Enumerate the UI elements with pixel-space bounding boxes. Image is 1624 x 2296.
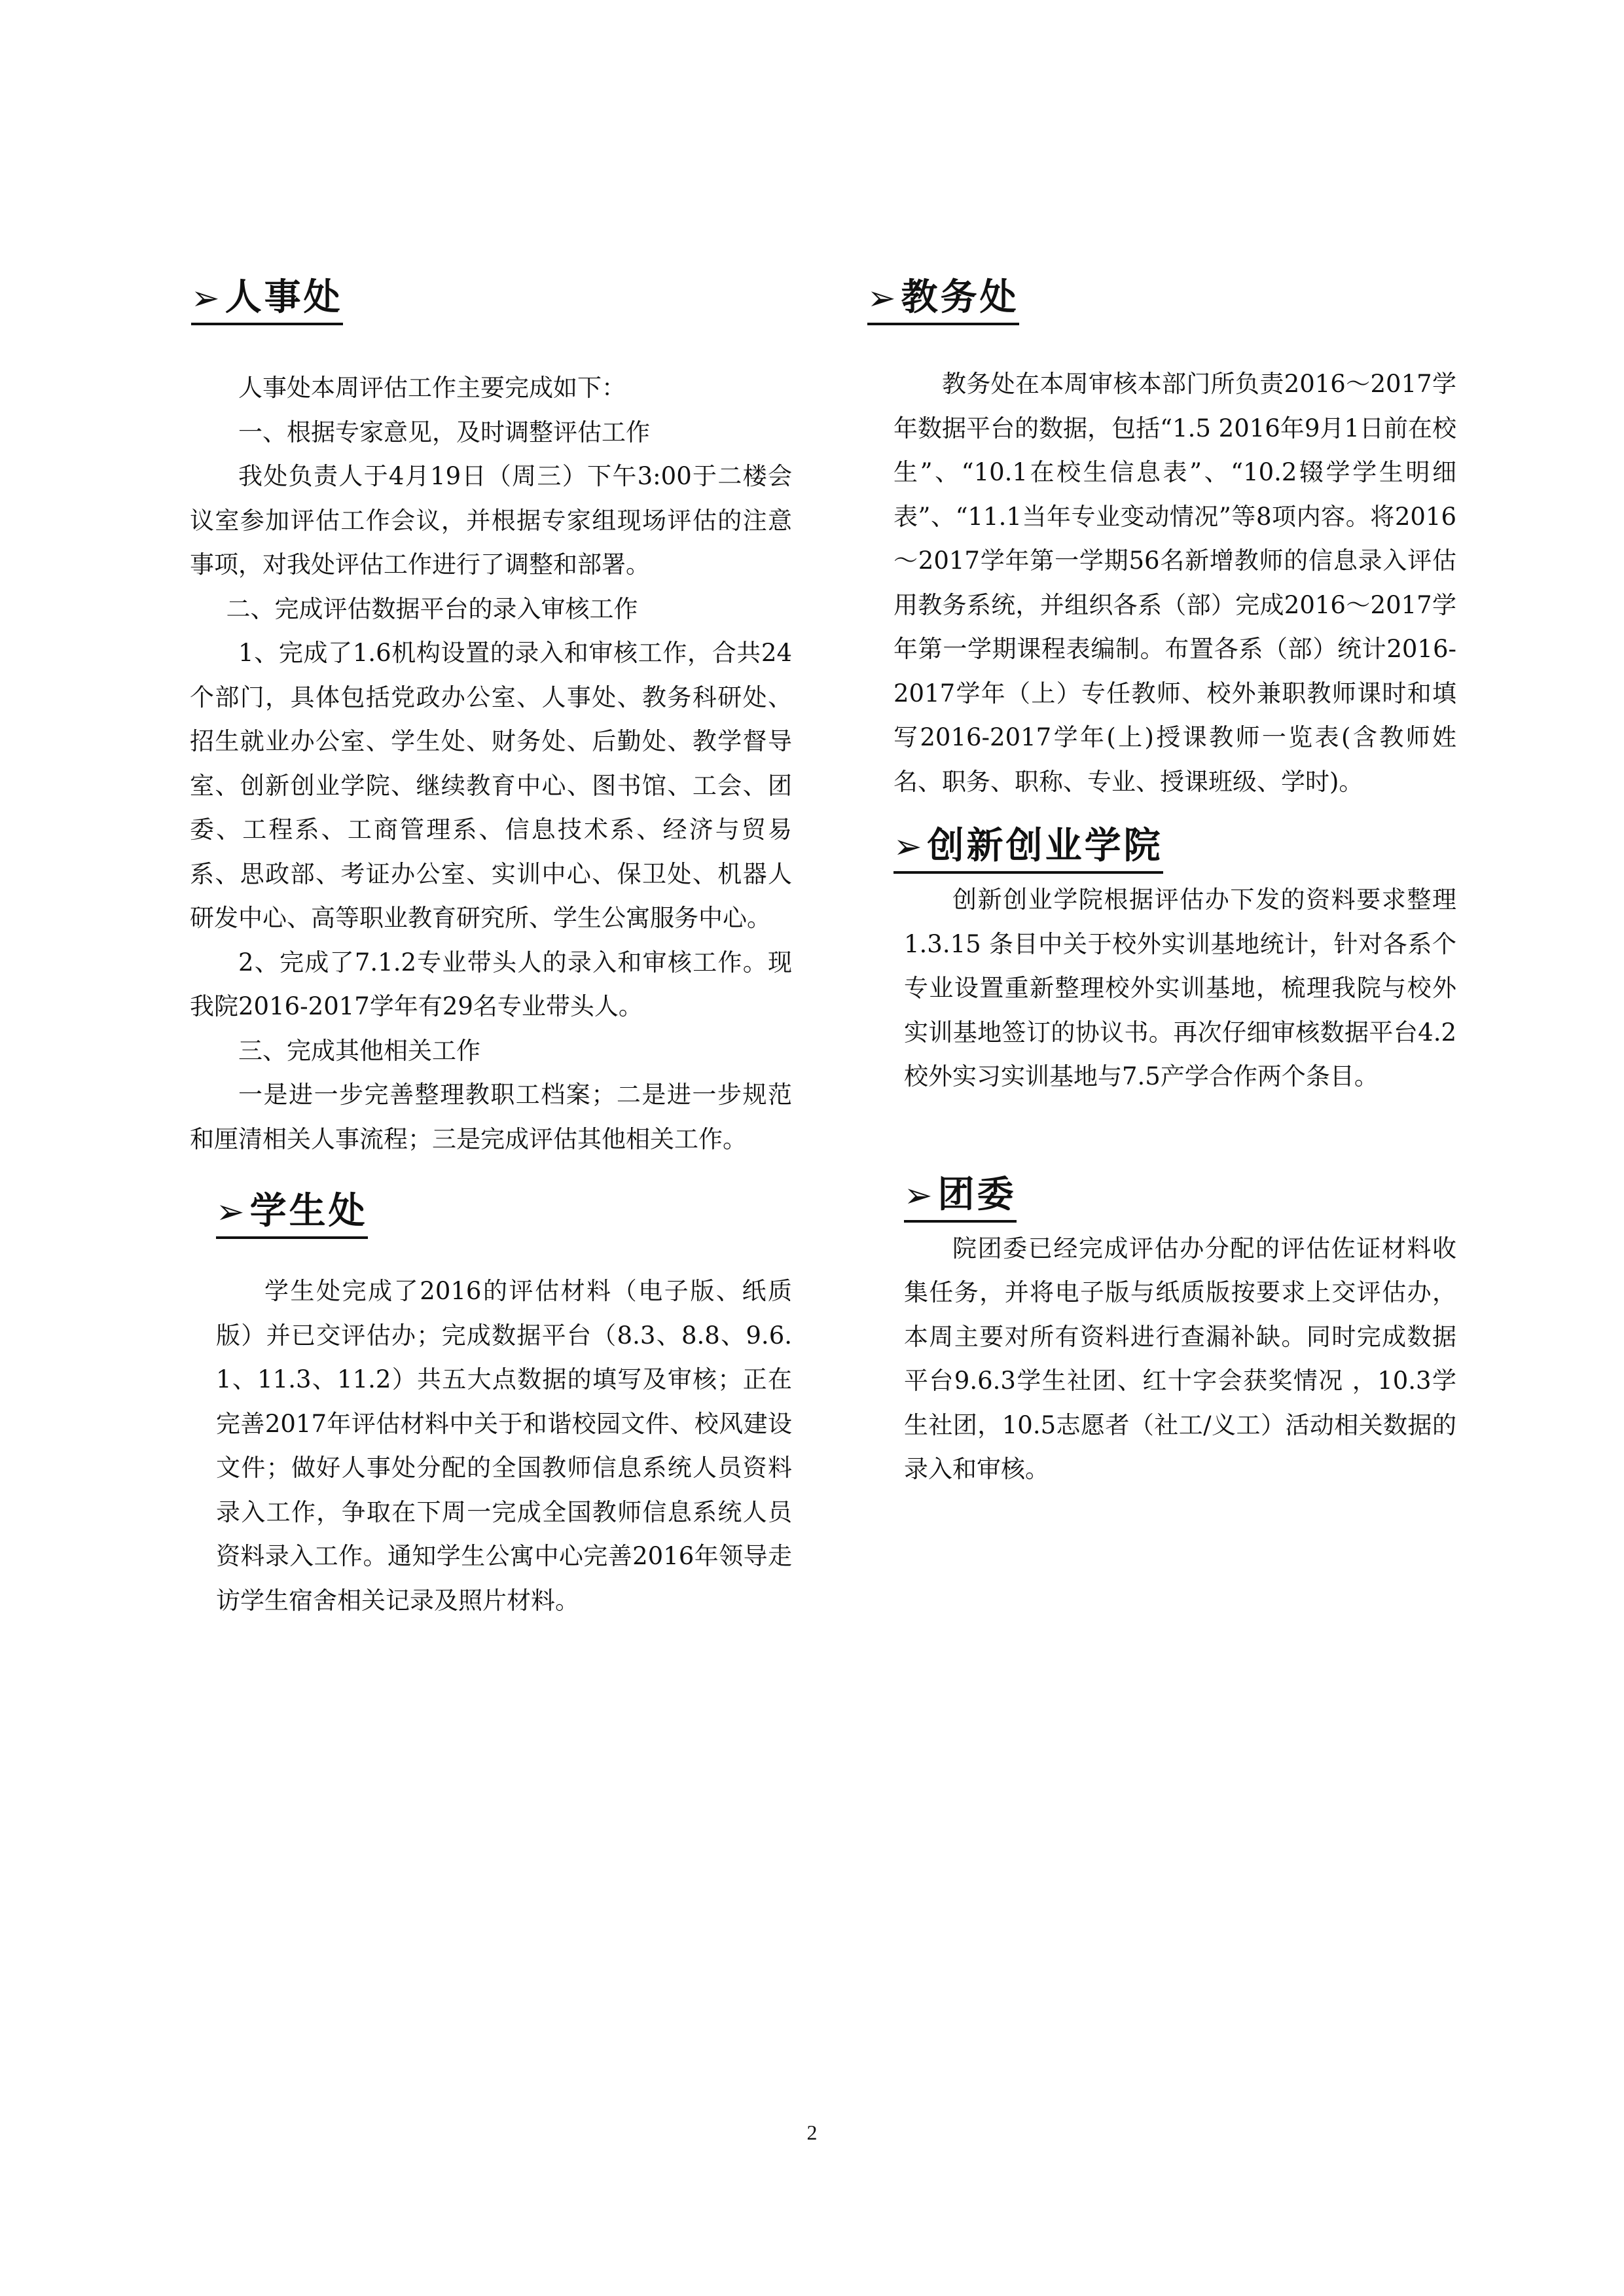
section-heading-renshi: [191, 275, 343, 325]
section-chuangxin: [893, 823, 1456, 1099]
right-column: [867, 275, 1456, 1492]
heading-text: 教务处: [901, 276, 1019, 319]
paragraph-title-2: 二、完成评估数据平台的录入审核工作: [226, 594, 638, 623]
heading-text: 人事处: [225, 276, 343, 319]
arrow-bullet-icon: ➢: [893, 827, 925, 867]
arrow-bullet-icon: ➢: [867, 279, 899, 318]
section-heading-tuanwei: [904, 1172, 1017, 1223]
paragraph-item-1: 1、完成了1.6机构设置的录入和审核工作，合共24个部门，具体包括党政办公室、人事处、教务科研处、招生就业办公室、学生处、财务处、后勤处、教学督导室、创新创业学院、继续教育中心、图书馆、工会、团委、工程系、工商管理系、信息技术系、经济与贸易系、思政部、考证办公室、实训中心、保卫处、机器人研发中心、高等职业教育研究所、学生公寓服务中心。: [190, 639, 792, 932]
paragraph-body: 学生处完成了2016的评估材料（电子版、纸质版）并已交评估办；完成数据平台（8.3、8.8、9.6.1、11.3、11.2）共五大点数据的填写及审核；正在完善2017年评估材料中关于和谐校园文件、校风建设文件；做好人事处分配的全国教师信息系统人员资料录入工作，争取在下周一完成全国教师信息系统人员资料录入工作。通知学生公寓中心完善2016年领导走访学生宿舍相关记录及照片材料。: [216, 1277, 792, 1615]
heading-text: 团委: [937, 1173, 1017, 1216]
paragraph-title-1: 一、根据专家意见，及时调整评估工作: [238, 418, 650, 446]
section-renshi: [190, 275, 792, 1161]
paragraph-body: 创新创业学院根据评估办下发的资料要求整理 1.3.15 条目中关于校外实训基地统计，针对各系个专业设置重新整理校外实训基地，梳理我院与校外实训基地签订的协议书。再次仔细审核数据平台4.2校外实习实训基地与7.5产学合作两个条目。: [904, 886, 1456, 1090]
paragraph-body-1: 我处负责人于4月19日（周三）下午3:00于二楼会议室参加评估工作会议，并根据专家组现场评估的注意事项，对我处评估工作进行了调整和部署。: [190, 462, 792, 579]
paragraph-body-3: 一是进一步完善整理教职工档案；二是进一步规范和厘清相关人事流程；三是完成评估其他相关工作。: [190, 1081, 792, 1153]
section-tuanwei: [904, 1172, 1456, 1492]
paragraph-title-3: 三、完成其他相关工作: [238, 1036, 480, 1065]
heading-text: 创新创业学院: [927, 825, 1163, 867]
section-heading-jiaowu: [867, 275, 1019, 325]
paragraph-item-2: 2、完成了7.1.2专业带头人的录入和审核工作。现我院2016-2017学年有29名专业带头人。: [190, 948, 792, 1020]
page-number: 2: [806, 2121, 818, 2144]
section-heading-chuangxin: [893, 823, 1163, 874]
section-xuesheng: [216, 1189, 792, 1623]
arrow-bullet-icon: ➢: [191, 279, 223, 318]
paragraph-body: 院团委已经完成评估办分配的评估佐证材料收集任务，并将电子版与纸质版按要求上交评估办，本周主要对所有资料进行查漏补缺。同时完成数据平台9.6.3学生社团、红十字会获奖情况 ，10.3学生社团，10.5志愿者（社工/义工）活动相关数据的录入和审核。: [904, 1234, 1456, 1483]
paragraph-body: 教务处在本周审核本部门所负责2016～2017学年数据平台的数据，包括“1.5 2016年9月1日前在校生”、“10.1在校生信息表”、“10.2辍学学生明细表”、“11.1当年专业变动情况”等8项内容。将2016～2017学年第一学期56名新增教师的信息录入评估用教务系统，并组织各系（部）完成2016～2017学年第一学期课程表编制。布置各系（部）统计2016-2017学年（上）专任教师、校外兼职教师课时和填写2016-2017学年(上)授课教师一览表(含教师姓名、职务、职称、专业、授课班级、学时)。: [893, 370, 1456, 796]
paragraph-intro: 人事处本周评估工作主要完成如下：: [238, 374, 626, 402]
left-column: [190, 275, 792, 1623]
heading-text: 学生处: [249, 1190, 368, 1232]
arrow-bullet-icon: ➢: [904, 1175, 935, 1215]
section-heading-xuesheng: [216, 1189, 368, 1239]
arrow-bullet-icon: ➢: [216, 1193, 247, 1232]
section-jiaowu: [867, 275, 1456, 804]
